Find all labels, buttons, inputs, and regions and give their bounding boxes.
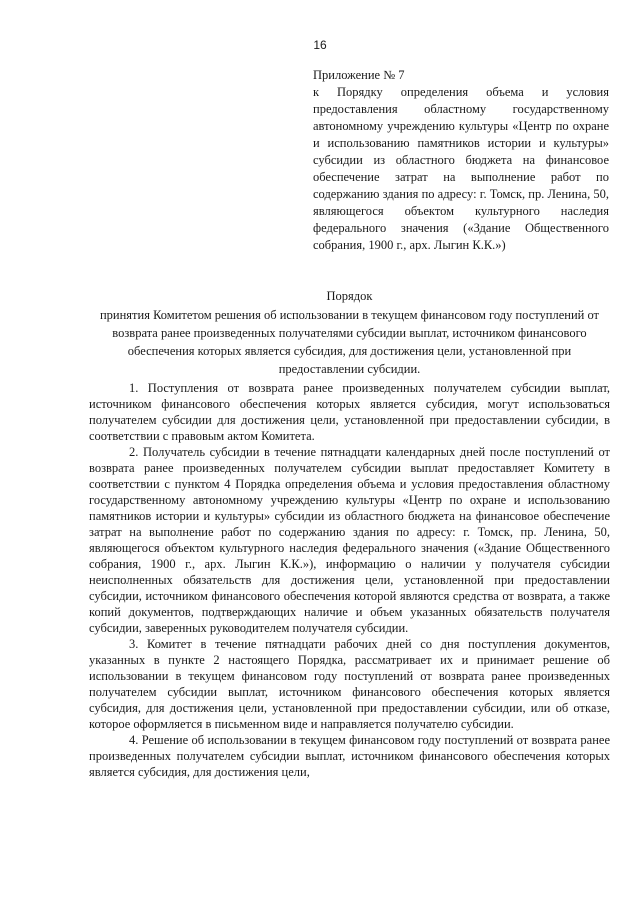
paragraph-4: 4. Решение об использовании в текущем финансовом году поступлений от возврата ранее произведенных получателем субсидии выплат, источником финансового обеспечения которых является субсидия, для достижения цели, — [89, 733, 610, 779]
page-number: 16 — [313, 38, 327, 52]
appendix-title: Приложение № 7 — [313, 68, 405, 82]
document-subtitle: принятия Комитетом решения об использовании в текущем финансовом году поступлений от возврата ранее произведенных получателями субсидии выплат, источником финансового обеспечения которых является субсидия, для достижения цели, установленной при предоставлении субсидии. — [99, 308, 600, 376]
document-heading — [88, 287, 611, 378]
document-body — [89, 380, 610, 780]
paragraph-2: 2. Получатель субсидии в течение пятнадцати календарных дней после поступлений от возврата ранее произведенных получателем субсидии выплат предоставляет Комитету в соответствии с пунктом 4 Порядка определения объема и условия предоставления областному государственному автономному учреждению культуры «Центр по охране и использованию памятников истории и культуры» субсидии из областного бюджета на финансовое обеспечение затрат на выполнение работ по содержанию здания по адресу: г. Томск, пр. Ленина, 50, являющегося объектом культурного наследия федерального значения («Здание Общественного собрания, 1900 г., арх. Лыгин К.К.»), информацию о наличии у получателя субсидии неисполненных обязательств для достижения цели, установленной при предоставлении субсидии, источником финансового обеспечения которой являются средства от возврата, а также копий документов, подтверждающих наличие и объем указанных обязательств получателя субсидии, заверенных руководителем получателя субсидии. — [89, 445, 610, 635]
document-title: Порядок — [326, 289, 373, 303]
appendix-header — [313, 67, 609, 254]
paragraph-3: 3. Комитет в течение пятнадцати рабочих дней со дня поступления документов, указанных в пункте 2 настоящего Порядка, рассматривает их и принимает решение об использовании в текущем финансовом году поступлений от возврата ранее произведенных получателем субсидии выплат, источником финансового обеспечения которых является субсидия, для достижения цели, установленной при предоставлении субсидии, или об отказе, которое оформляется в письменном виде и направляется получателю субсидии. — [89, 637, 610, 731]
paragraph-1: 1. Поступления от возврата ранее произведенных получателем субсидии выплат, источником финансового обеспечения которых является субсидия, могут использоваться получателем субсидии для достижения цели, установленной при предоставлении субсидии, в соответствии с правовым актом Комитета. — [89, 381, 610, 443]
appendix-reference: к Порядку определения объема и условия предоставления областному государственному автономному учреждению культуры «Центр по охране и использованию памятников истории и культуры» субсидии из областного бюджета на финансовое обеспечение затрат на выполнение работ по содержанию здания по адресу: г. Томск, пр. Ленина, 50, являющегося объектом культурного наследия федерального значения («Здание Общественного собрания, 1900 г., арх. Лыгин К.К.») — [313, 85, 609, 252]
